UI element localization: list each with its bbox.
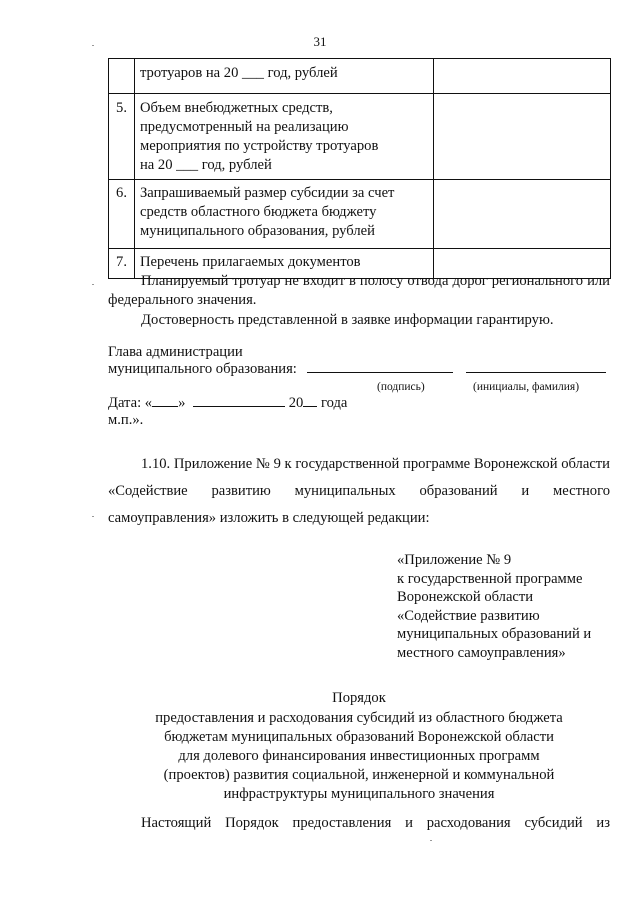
signature-blank [307,360,453,373]
row-number [109,59,135,94]
section-amendment: 1.10. Приложение № 9 к государственной программе Воронежской области «Содействие развитию муниципальных образований и местного самоуправления» изложить в следующей редакции: [108,456,610,526]
appendix-line: «Содействие развитию [397,607,540,624]
subtitle-line: бюджетам муниципальных образований Воронежской области [164,729,554,745]
date-line [108,394,347,413]
table-row [109,94,611,180]
row-number: 5. [109,94,135,180]
signatory-label: муниципального образования: [108,361,297,377]
date-quote: » [178,395,186,411]
scan-speck [92,516,94,517]
signatory-title: Глава администрации [108,344,243,360]
table-row [109,180,611,249]
not-in-road-strip-statement: Планируемый тротуар не входит в полосу отвода дорог регионального или федерального значения. [108,273,610,308]
year-label: года [320,395,348,411]
row-text-line: Перечень прилагаемых документов [140,254,361,270]
appendix-line: к государственной программе [397,570,583,587]
page-number: 31 [313,34,327,49]
stamp-place: м.п.». [108,412,144,428]
row-text-line: муниципального образования, рублей [140,223,375,239]
name-blank [466,360,606,373]
scan-speck [92,284,94,285]
year-blank [303,394,317,407]
row-value-cell [434,180,611,249]
scan-speck [92,45,94,46]
procedure-intro: Настоящий Порядок предоставления и расходования субсидий из [141,815,610,831]
subtitle-line: (проектов) развития социальной, инженерной и коммунальной [163,767,555,783]
row-text-line: Запрашиваемый размер субсидии за счет [140,185,395,201]
name-caption: (инициалы, фамилия) [473,381,580,393]
row-number: 7. [109,249,135,279]
scan-speck [430,840,432,841]
subtitle-line: предоставления и расходования субсидий из областного бюджета [155,710,563,726]
row-value-cell [434,94,611,180]
row-text-line: тротуаров на 20 ___ год, рублей [140,65,338,81]
subtitle-line: инфраструктуры муниципального значения [223,786,495,802]
row-value-cell [434,59,611,94]
application-table [108,58,611,279]
appendix-header [397,551,627,662]
row-text-line: на 20 ___ год, рублей [140,157,272,173]
row-number: 6. [109,180,135,249]
signatory-line [108,360,628,379]
appendix-line: Воронежской области [397,589,534,605]
row-text [135,180,434,249]
year-prefix: 20 [288,395,304,411]
procedure-subtitle [108,709,610,804]
subtitle-line: для долевого финансирования инвестиционных программ [178,748,540,764]
row-text-line: Объем внебюджетных средств, [140,100,333,116]
table-row [109,59,611,94]
month-blank [193,394,285,407]
row-text-line: средств областного бюджета бюджету [140,204,377,220]
row-text [135,94,434,180]
row-text-line: предусмотренный на реализацию [140,119,349,135]
guarantee-statement: Достоверность представленной в заявке информации гарантирую. [141,312,554,328]
signature-caption: (подпись) [377,381,425,393]
date-label: Дата: « [108,395,153,411]
appendix-line: «Приложение № 9 [397,552,512,568]
day-blank [152,394,178,407]
appendix-line: местного самоуправления» [397,644,566,661]
row-text [135,59,434,94]
appendix-line: муниципальных образований и [397,626,592,642]
procedure-title: Порядок [332,690,386,706]
row-text-line: мероприятия по устройству тротуаров [140,138,379,154]
